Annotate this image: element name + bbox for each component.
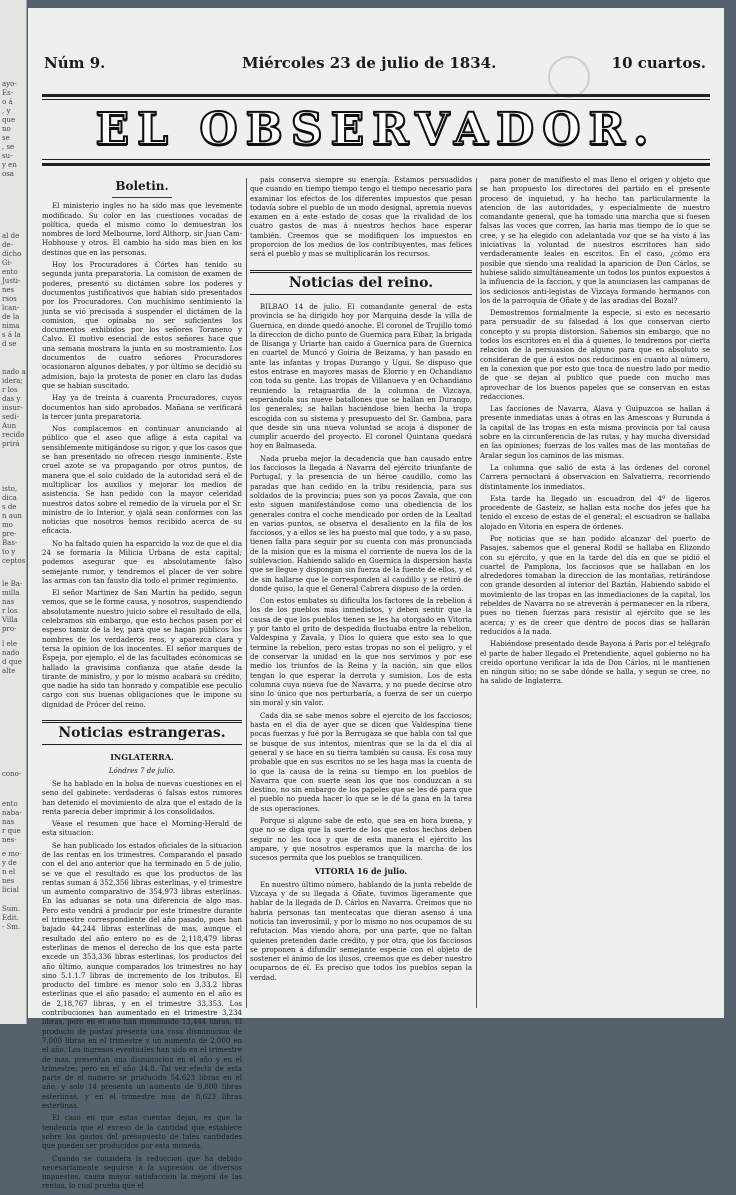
masthead-rule-bottom [42, 163, 710, 166]
paragraph: Porque si alguno sabe de esto, que sea en hora buena, y que no se diga que la suerte de los que estos hechos deben seguir no les toca y que de esta manera el ejército los ampare, y que nosotros esperamos que la marcha de los sucesos permita que los pueblos se tranquilicen. [250, 817, 472, 863]
masthead-rule-bottom-thin [42, 159, 710, 160]
paragraph: Hay ya de treinta á cuarenta Procuradores, cuyos documentos han sido aprobados. Mañana se verificará la tercer junta preparatoria. [42, 394, 242, 421]
column-middle [250, 176, 472, 986]
issue-number: Núm 9. [44, 54, 106, 72]
adjacent-page-margin [0, 0, 27, 1024]
newspaper-title: EL OBSERVADOR. [95, 104, 657, 155]
issue-price: 10 cuartos. [611, 54, 706, 72]
paragraph: La columna que salió de esta á las órdenes del coronel Carrera pernoctará á observacion en Salvatierra, recorriendo distintamente los inmediatos. [480, 463, 710, 491]
paragraph: Esta tarde ha llegado un escuadron del 4º de ligeros procedente de Gasteiz, se hallan esta noche dos jefes que ha tenido el exceso de estas de el general; el escuadron se hallaba alojado en Vitoria en espera de órdenes. [480, 494, 710, 531]
margin-fragment: nado a idera; r los das y insur- sedi- Aun recido prirá [2, 368, 26, 448]
column-divider [476, 178, 477, 1008]
subsection-heading: INGLATERRA. [110, 752, 174, 763]
paragraph: pais conserva siempre su energía. Estamos persuadidos que cuando en tiempo tiempo tengo el tiempo necesario para examinar los efectos de los diferentes impuestos que pesan todavía sobre el pueblo de un modo designal, apremia nuevos examen en á este estado de cosas que la rivalidad de los cuatro gastos de mas á nuestros hechos hace esperar también. Creemos que se modifiquen los impuestos en proporcion de los medios de los contribuyentes, mas felices será el pueblo y mas se multiplicarán los recursos. [250, 176, 472, 259]
column-right [480, 176, 710, 690]
dateline-vitoria: VITORIA 16 de julio. [314, 866, 408, 877]
margin-fragment: ento naba- nas r que nes- [2, 800, 22, 844]
paragraph: Nos complacemos en continuar anunciando al público que el aseo que aflige á esta capital va sensiblemente mitigándose su rigor, y que los casos que se han presentado no ofrecen riesgo inminente. Este cruel azote se va propagando por otros puntos, de manera que el solo cuidado de la autoridad será el de multiplicar los auxilios y mejorar los medios de asistencia. Se han pedido con la mayor celeridad nuestros datos sobre el remedio de la viruela por el Sr. ministro de lo Interior, y ojalá sean conformes con las noticias que nosotros hemos recibido acerca de su eficacia. [42, 425, 242, 536]
section-heading-estrangeras: Noticias estrangeras. [42, 720, 242, 745]
paragraph: Cuando se considera la reduccion que ha debido necesariamente seguirse á la supresion de diversos impuestos, causa mayor satisfaccion la mejora de las rentas, lo cual prueba que el [42, 1154, 242, 1191]
paragraph: El ministerio ingles no ha sido mas que levemente modificado. Su color en las cuestiones vocadas de política, queda el mismo como lo demuestran los nombres de lord Melbourne, lord Althorp, sir Juan Cam-Hobhouse y otros. El cambio ha sido mas bien en los destinos que en las personas. [42, 202, 242, 257]
masthead [42, 16, 710, 166]
margin-fragment: isto, dica s de n aun mo pre- Bas- to y ceptos [2, 485, 26, 565]
column-divider [246, 178, 247, 1008]
section-heading-reino: Noticias del reino. [250, 270, 472, 295]
paragraph: Cada dia se sabe menos sobre el ejercito de los facciosos; hasta en el dia de ayer que se dicen que Valdespina tiene pocas fuerzas y fué por la Berrugaza se que habla con tal que se busque de sus intentos, mientras que se la da el dia al general y se hace en su tierra también su causa. Es cosa muy probable que en sus escritos no se les haga mas la cuenta de lo que la causa de la reina su tiempo en los pueblos de Navarra que con suerte sean los que nos conduzcan a su destino, no sin embargo de los papeles que se les dé para que el pueblo no pueda hacer lo que se le dé la gana en la tarea de sus operaciones. [250, 711, 472, 813]
paragraph: Véase el resumen que hace el Morning-Herald de esta situacion: [42, 820, 242, 838]
paragraph: No ha faltado quien ha esparcido la voz de que el dia 24 se formaria la Milicia Urbana de esta capital; podemos asegurar que es absolutamente falso semejante rumor, y tendremos el placer de ver sobre las armas con tan fausto dia todo el primer regimiento. [42, 539, 242, 585]
paragraph: El caso en que estas cuentas dejan, es que la tendencia que el exceso de la cantidad que establece sobre los gastos del presupuesto de tales cantidades que pueden ser producidos por esta moneda. [42, 1114, 242, 1151]
paragraph: Se han publicado los estados oficiales de la situacion de las rentas en los trimestres. Comparando el pasado con el del ano anterior que ha terminado en 5 de julio, se ve que el resultado es que los productos de las rentas suman á 352,356 libras esterlinas, y el trimestre un aumento comparativo de 354,973 libras esterlinas. En las aduanas se nota una diferencia de algo mas. Pero esto vendrá á producir por este trimestre durante el trimestre correspondiente del año pasado, pues han bajado 44,244 libras esterlinas de mas, aunque el resultado del año entero no es de 2,118,479 libras esterlinas de menos el derecho de los que esta parte excede un 353,336 libras esterlinas, los productos del año último, aunque comparados los trimestres no hay sino 5.1.1.7 libras de incremento de los tributos. El producto del timbre es menor solo en 3.33.2 libras esterlinas que el año pasado; el aumento en el año es de 2,18,767 libras, y en el trimestre 33,353. Los contribuciones han aumentado en el trimestre 3,234 libras, pero en el año han disminuido 13,444 libras. El producto de postas presenta una cosa disminucion de 7,000 libras en el trimestre y un aumento de 2,000 en el año. Los ingresos eventuales han sido en el trimestre de mas, presentan una disminucion en el año y en el trimestre; pero en el año 34,8. Tal vez efecto de esta parte de el numero se producido 54.623 libras en el año, y solo 14 presenta un aumento de 9,800 libras esterlinas, y en el trimestre mas de 8,623 libras esterlinas. [42, 841, 242, 1111]
issue-date: Miércoles 23 de julio de 1834. [242, 54, 497, 72]
paragraph: En nuestro último número, hablando de la junta rebelde de Vizcaya y de su llegada á Oñate, tuvimos ligeramente que hablar de la llegada de D. Cárlos en Navarra. Creimos que no habria personas tan mentecatas que dieran asenso á una noticia tan inverosímil, y por lo mismo no nos ocupamos de su refutacion. Mas viendo ahora, por una parte, que no faltan quienes pretenden darle crédito, y por otra, que los facciosos se proponen á difundir semejante especie con el objeto de sostener el ánimo de los ilusos, creemos que es deber nuestro ocuparnos de él. Es preciso que todos los pueblos sepan la verdad. [250, 880, 472, 982]
paragraph: Nada prueba mejor la decadencia que han causado entre los facciosos la llegada á Navarra del ejército triunfante de Portugal, y la presencia de un héroe caudillo, como las paradas que han cedido en la tribu residencia, para sus soldados de la provincia; pues son ya pocos Zavala, que con esto siguen manifestándose como una obediencia de los generales contra el coche mendicado por orden de la Lealtad en varios puntos, se observa el desaliento en la fila de los facciosos, y a ellos se les ha puesto mal que todo, y a su paso, tienen falta para seguir por su cuenta con más pronunciada de la mision que es la misma el corriente de nueva los de la sublevacion. Habiendo salido en Guernica la dispersion hasta que se llegue y dispongan sin fuerza de la fuente de ellos, y el de sin hallarse que le corresponden al caudillo y se retiró de donde quiso, la que el General Cabrera dispuso de la orden. [250, 454, 472, 593]
paragraph: Demostremos formalmente la especie, si esto es necesario para persuadir de su falsedad á los que conservan cierto concepto y su propia distorsion. Sabemos sin embargo, que no todos los escritores en el dia á quienes, lo tendremos por cierta relacion de la persuasion de alguno para que en absoluto se consideran de que á estos nos reducimos en cuanto al número, en la conexion que por esto que toca de nuestro lado por medio de que se dejan al publico que puede con mucho mas aprovechar de los buenos papeles que se conservan en estas redacciones. [480, 309, 710, 401]
margin-fragment: e mo- y de n el nes licial [2, 850, 22, 894]
margin-fragment: le Ba- milla nas r los Villa pro- [2, 580, 23, 633]
newspaper-page [28, 8, 724, 1191]
library-stamp [548, 56, 590, 98]
paragraph: BILBAO 14 de julio. El comandante general de esta provincia se ha dirigido hoy por Marquina desde la villa de Guernica, en donde quedó anoche. El coronel de Trujillo tomó la direccion de dicho punto de Guernica para Eibar, la brigada de Ilisanga y Uriarte han caido á Guernica para de Guernica en cuartel de Muncó y Goiria de Beizama, y han pasado en ante las infantas y tropas Durango y Ugui. Se dispuso que estos entrase en mayores masas de Elorrio y en Ochandiano con toda su gente. Las tropas de Villanueva y en Ochandiano reuniendo la retaguardia de la columna de Vizcaya, esperándola sus nueve batallones que se hallan en Durango, los generales; se hallan haciéndose bien hecha la tropa escogida con su sistema y presupuesto del Sr. Gamboa, para que desde sin una nueva voluntad se acoja á disponer de cumplir acuerdo del proyecto. El coronel Quintana quedará hoy en Balmaseda. [250, 302, 473, 451]
margin-fragment: ayo- Es- o á , y que no se , se su- y en osa [2, 80, 17, 178]
paragraph: para poner de manifiesto el mas lleno el origen y objeto que se han propuesto los directores del partido en el presente proceso de inquietud, y ha hecho tan particularmente la atencion de las autoridades, y especialmente de nuestro comandante general, que ha tomado una marcha que si fuesen falsas las voces que corren, las haria mas tiempo de lo que se cree, y se ha elegido con adelantada voz que se ha visto á las iniciativas la voluntad de nuestros escritores han sido verdaderamente leales en escritos. En el caso, ¿cómo era posible que siendo una realidad la aparicion de Don Cárlos, se hubiese salido simultáneamente un todos los puntos expuestos á la influencia de la faccion, y que la anunciasen las campanas de los sediciosos anti-legistas de Vizcaya formando hermanos con los de la parroquia de Oñate y de las aradias del Bozal? [480, 176, 710, 305]
margin-fragment: Sum. Edit. - Sm. [2, 905, 21, 931]
paragraph: Las facciones de Navarra, Alava y Guipuzcoa se hallan á presente inmediatas unas á otras en las Amescoas y Burunda á la capital de las tropas en esta misma provincia por tal causa sobre en la circunferencia de las rutas, y hay mucha diversidad en las opiniones; fuerzas de los valles mas de las montañas de Aralar segun los caminos de las mismas. [480, 405, 710, 460]
margin-fragment: cono- [2, 770, 22, 778]
short-rule [112, 197, 172, 198]
section-heading-boletin: Boletin. [115, 179, 169, 193]
paragraph: Se ha hablado en la bolsa de nuevas cuestiones en el seno del gabinete: verdaderas ó falsas estos rumores han detenido el movimiento de alza que el estado de la renta parecia deber imprimir á los consolidados. [42, 779, 242, 816]
paragraph: Con estos embates su dificulta los factores de la rebelion á los de los pueblos más inmediatos, y deben sentir que la causa de que los pueblos tienen se les ha otorgado en Vitoria y por tanto el grito de despedida fluctuaba entre la rebelion, Valdespina y Zavala, y Dios lo quiera que esto sea lo que termine la rebelion, pero estas tropas no son el peligro, y el de conservar la unidad en la que nos servimos y por ese medio los triunfos de la Reina y la nación, sin que ellos tengan lo que esperar la derrota y sumision. Los de esta columna cuya nueva fue de Navarra, y no puede decirse otro sino lo único que nos perturbaría, a fuerza de ser un cuerpo sin moral y sin valor. [250, 597, 472, 708]
column-left [42, 176, 242, 1195]
masthead-rule-top [42, 94, 710, 97]
margin-fragment: l ele nado d que alte [2, 640, 22, 675]
dateline: Lóndres 7 de julio. [108, 766, 176, 775]
paragraph: Habiéndose presentado desde Bayona á Paris por el telégrafo el parte de haber llegado el Pretendiente, aquel gobierno no ha creido oportuno verificar la ida de Don Cárlos, ni le mantienen en ningun sitio; no se sabe dónde se halla, y segun se cree, no ha salido de Inglaterra. [480, 640, 710, 686]
paragraph: El señor Martinez de San Martin ha pedido, segun vemos, que se le forme causa, y nosotros, suspendiendo absolutamente nuestro juicio sobre el resultado de ella, celebramos sin embargo, que esto hechos pasen por el espeso tamiz de la ley, para que se hagan públicos los nombres de los verdaderos reos, y aparezca clara y tersa la opinion de los inocentes. El señor marques de Espeja, por ejemplo, el de las facultades ecónomicas se hallado la gravisima confianza que atañe desde la tirante de ministro, y por lo mismo acabará su crédito, que nadie ha sido tan honrado y compatible ese peculio cargo con sus buenas obligaciones que le impone su dignidad de Prócer del reino. [42, 589, 242, 709]
paragraph: Hoy los Procuradores á Córtes han tenido su segunda junta preparatoria. La comision de examen de poderes, presentó su dictámen sobre los poderes y documentos justificativos que habian sido presentados por los Procuradores. Con muchísimo sentimiento la junta se vió precisada á suspender el dictámen de la comision, que opinaba no ser suficientes los documentos exhibidos por los señores Toraneno y Calvo. El motivo esencial de estos señores hace que una semana mostrara la junta en su mostramiento. Los documentos de cuatro señores Procuradores ocasionaron algunos debates, y por último se decidió su admision, bajo la protesta de poner en claro las dudas que se habian suscitado. [42, 261, 242, 390]
paragraph: Por noticias que se han podido alcanzar del puerto de Pasajes, sabemos que el general Rodil se hallaba en Elizondo con su ejército, y que en la tarde del día en que se pidió el cuartel de Pamplona, los facciosos que se hallaban en los alrededores tomaban la direccion de las montañas, retirándose con grande desorden al interior del Baztán. Habiendo sabido el movimiento de las tropas en las inmediaciones de la capital, los rebeldes de Navarra no se atreverán á permanecer en la ribera, pues no tienen fuerzas para resistir al ejército que se les acerca; y es de creer que dentro de pocos dias se hallarán reducidos á la nada. [480, 534, 710, 636]
margin-fragment: al de de- dicho Gi- ento Justi- nes rsos lcan- de la nima s á la d se [2, 232, 22, 348]
masthead-rule-top-thin [42, 99, 710, 100]
